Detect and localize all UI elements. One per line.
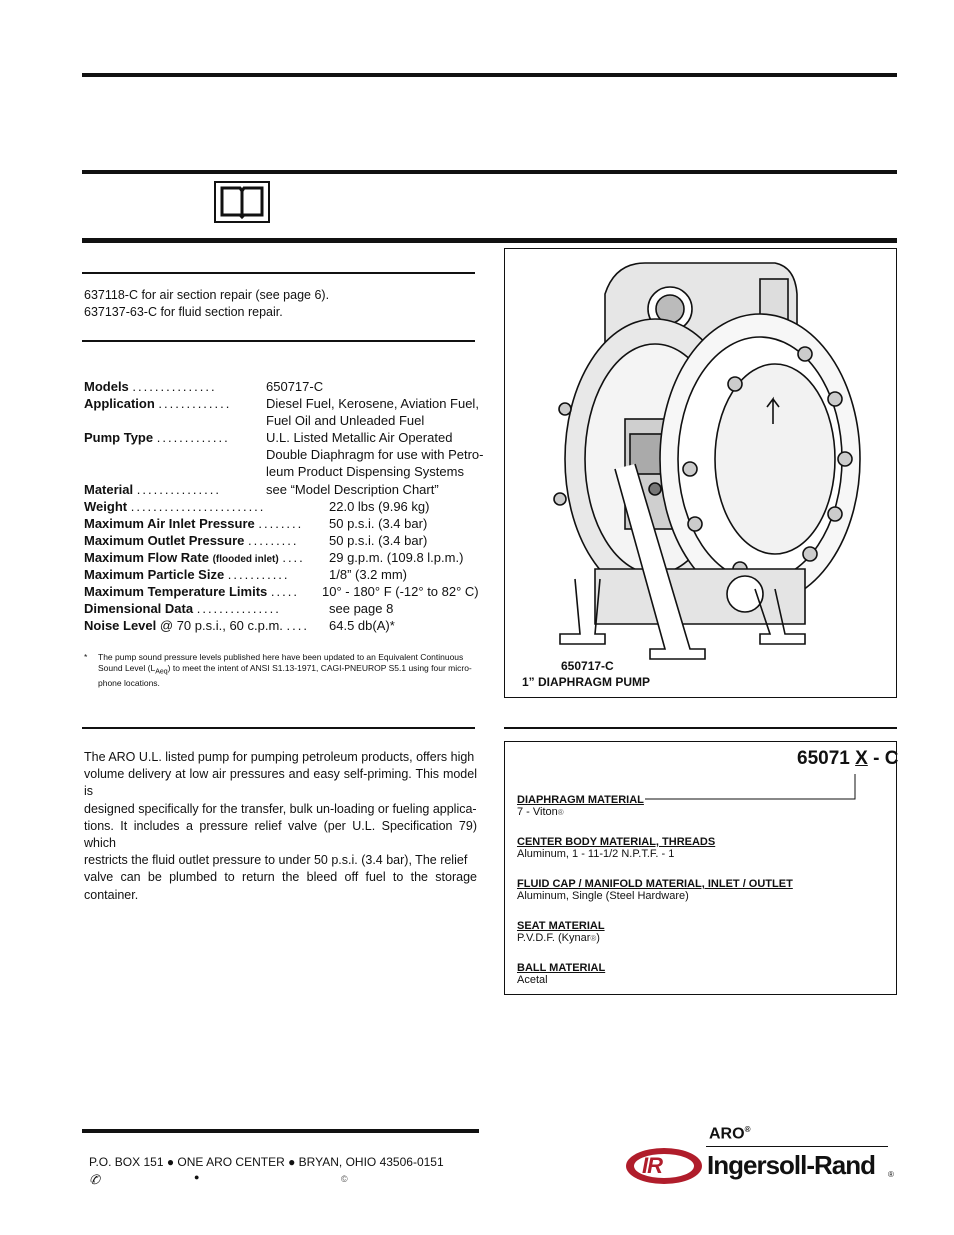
spec-outlet-value: 50 p.s.i. (3.4 bar) bbox=[329, 533, 428, 548]
footer-bullet: ● bbox=[194, 1172, 200, 1182]
figure-model: 650717-C bbox=[561, 659, 614, 673]
spec-pump-type-value-2: Double Diaphragm for use with Petro- bbox=[266, 447, 484, 462]
spec-pump-type-value-3: leum Product Dispensing Systems bbox=[266, 464, 464, 479]
footer-rule bbox=[82, 1129, 479, 1133]
spec-temperature: Maximum Temperature Limits ..... bbox=[84, 584, 299, 599]
service-kits-rule bbox=[82, 272, 475, 274]
spec-pump-type: Pump Type ............. bbox=[84, 430, 230, 445]
spec-material: Material ............... bbox=[84, 482, 221, 497]
brand-rule bbox=[706, 1146, 888, 1147]
model-code: 65071 X - C bbox=[797, 748, 899, 769]
spec-flow-rate: Maximum Flow Rate (flooded inlet) .... bbox=[84, 550, 305, 565]
spec-application-value: Diesel Fuel, Kerosene, Aviation Fuel, bbox=[266, 396, 479, 411]
spec-air-inlet-value: 50 p.s.i. (3.4 bar) bbox=[329, 516, 428, 531]
figure-caption: 1” DIAPHRAGM PUMP bbox=[522, 675, 651, 689]
spec-weight-value: 22.0 lbs (9.96 kg) bbox=[329, 499, 430, 514]
spec-weight: Weight ........................ bbox=[84, 499, 266, 514]
option-fluid-cap: FLUID CAP / MANIFOLD MATERIAL, INLET / OUTLET Aluminum, Single (Steel Hardware) bbox=[517, 878, 793, 902]
spec-temperature-value: 10° - 180° F (-12° to 82° C) bbox=[322, 584, 479, 599]
pump-figure-box bbox=[504, 248, 897, 698]
copyright-mark: © bbox=[341, 1174, 348, 1184]
header-rule bbox=[82, 170, 897, 174]
description-rule bbox=[82, 727, 475, 729]
spec-dimensional-value: see page 8 bbox=[329, 601, 394, 616]
option-seat: SEAT MATERIAL P.V.D.F. (Kynar®) bbox=[517, 920, 605, 944]
brand-name: Ingersoll-Rand bbox=[707, 1150, 876, 1180]
spec-outlet: Maximum Outlet Pressure ......... bbox=[84, 533, 299, 548]
spec-application: Application ............. bbox=[84, 396, 232, 411]
top-rule bbox=[82, 73, 897, 77]
spec-pump-type-value: U.L. Listed Metallic Air Operated bbox=[266, 430, 453, 445]
ingersoll-rand-logo-icon: IR bbox=[624, 1146, 704, 1186]
model-chart-rule bbox=[504, 727, 897, 729]
phone-icon: ✆ bbox=[89, 1172, 100, 1187]
section-rule-main bbox=[82, 238, 897, 243]
spec-particle-value: 1/8” (3.2 mm) bbox=[329, 567, 408, 582]
footnote-text: The pump sound pressure levels published here have been updated to an Equivalent Continuous Sound Level $(L_{Aeq})$ to meet the intent of ANSI S1.13-1971, CAGI-PNEUROP S5.1 using four micro- phone locations. bbox=[98, 652, 472, 688]
option-diaphragm: DIAPHRAGM MATERIAL 7 - Viton® bbox=[517, 794, 644, 818]
footer-address: P.O. BOX 151 ● ONE ARO CENTER ● BRYAN, OHIO 43506-0151 bbox=[89, 1155, 444, 1169]
option-ball: BALL MATERIAL Acetal bbox=[517, 962, 606, 986]
spec-particle: Maximum Particle Size ........... bbox=[84, 567, 290, 582]
spec-flow-rate-value: 29 g.p.m. (109.8 l.p.m.) bbox=[329, 550, 464, 565]
footnote-star: * bbox=[84, 652, 88, 662]
model-description-chart bbox=[504, 741, 897, 995]
option-center-body: CENTER BODY MATERIAL, THREADS Aluminum, 1 - 11-1/2 N.P.T.F. - 1 bbox=[517, 836, 716, 860]
pump-illustration bbox=[505, 249, 896, 697]
spec-noise: Noise Level @ 70 p.s.i., 60 c.p.m. .... bbox=[84, 618, 309, 633]
specs-rule bbox=[82, 340, 475, 342]
spec-material-value: see “Model Description Chart” bbox=[266, 482, 439, 497]
spec-models-value: 650717-C bbox=[266, 379, 324, 394]
spec-dimensional: Dimensional Data ............... bbox=[84, 601, 281, 616]
brand-name-reg: ® bbox=[888, 1170, 894, 1179]
spec-noise-value: 64.5 db(A)* bbox=[329, 618, 395, 633]
spec-application-value-2: Fuel Oil and Unleaded Fuel bbox=[266, 413, 425, 428]
spec-models: Models ............... bbox=[84, 379, 217, 394]
manual-book-icon bbox=[214, 181, 270, 223]
description: The ARO U.L. listed pump for pumping petroleum products, offers high volume delivery at low air pressures and easy self-priming. This model is designed specifically for the transfer, bulk un-loading or fueling applica- tions. It includes a pressure relief valve (per U.L. Specification 79) which restricts the fluid outlet pressure to under 50 p.s.i. (3.4 bar), The relief valve can be plumbed to return the bleed off fuel to the storage container. bbox=[84, 750, 477, 902]
service-kit-fluid: 637137-63-C for fluid section repair. bbox=[84, 305, 283, 319]
aro-label: ARO® bbox=[709, 1125, 751, 1143]
service-kit-air: 637118-C for air section repair (see page 6). bbox=[84, 288, 330, 302]
spec-air-inlet: Maximum Air Inlet Pressure ........ bbox=[84, 516, 304, 531]
